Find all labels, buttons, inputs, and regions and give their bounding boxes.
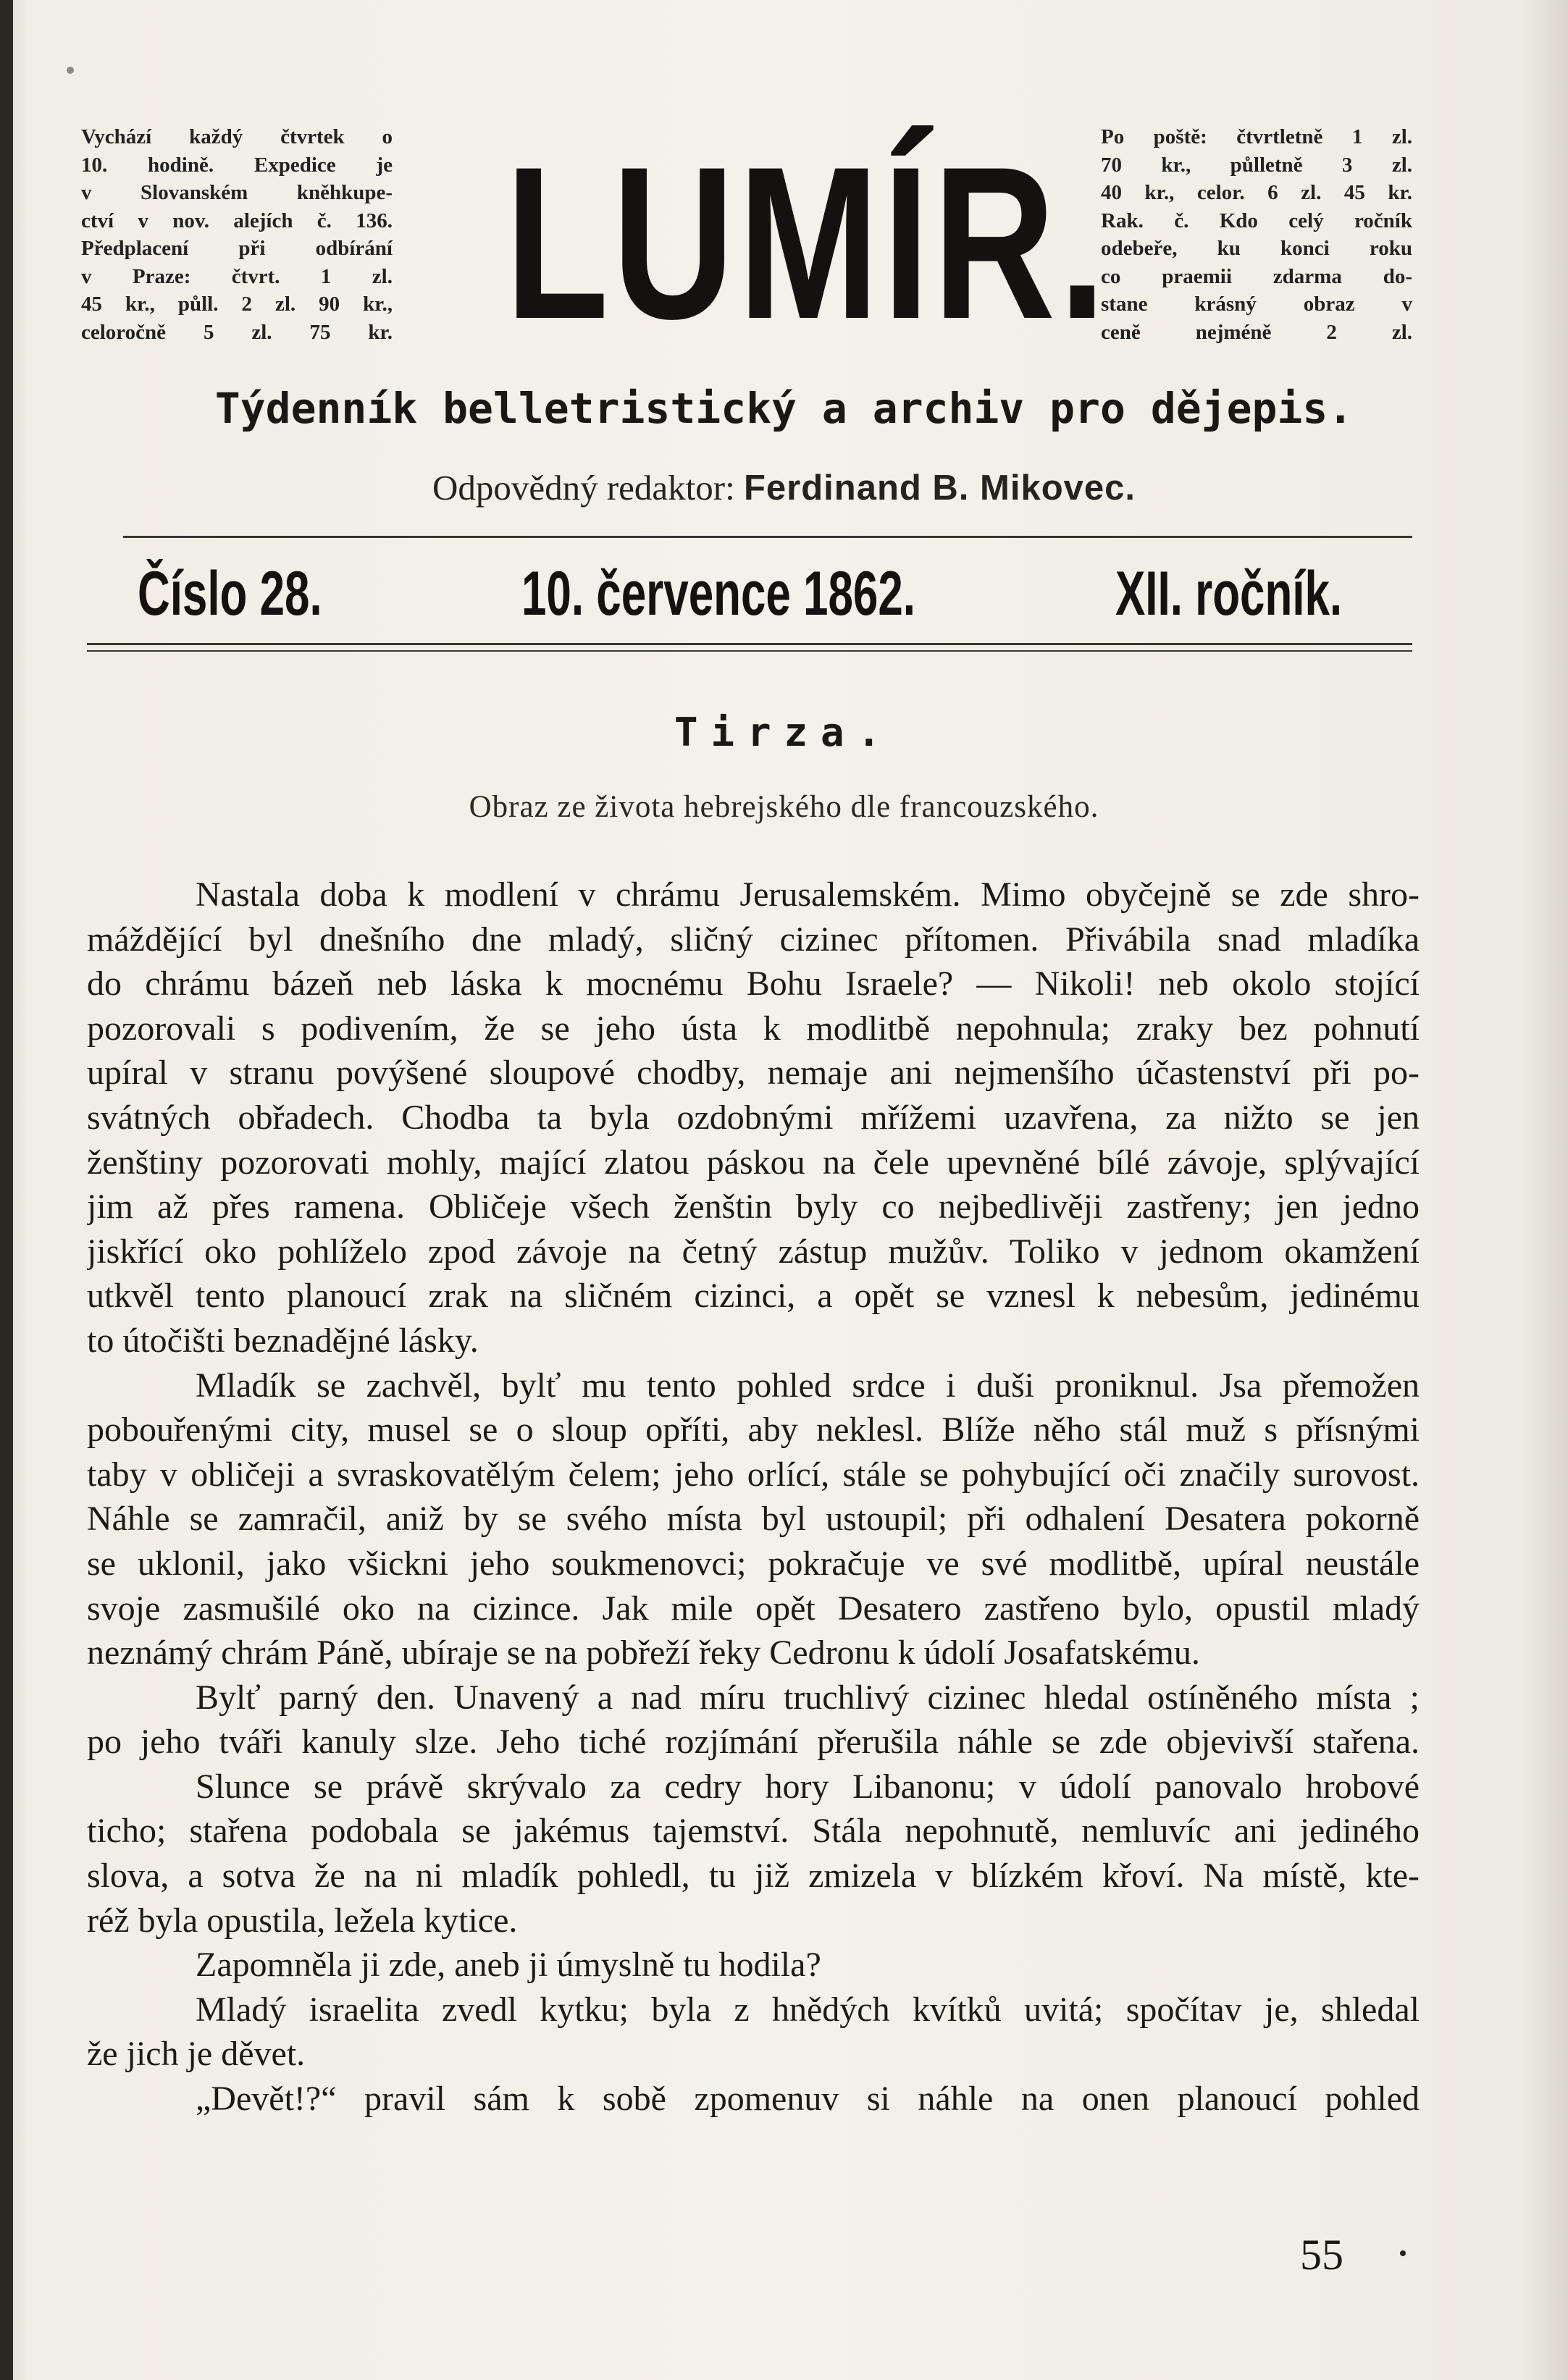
editor-line [0,467,1568,508]
info-line: v Slovanském kněhkupe- [81,181,393,204]
info-line: ceně nejméně 2 zl. [1101,320,1412,344]
info-line: v Praze: čtvrt. 1 zl. [81,264,393,288]
info-line: 45 kr., půll. 2 zl. 90 kr., [81,293,393,316]
text-line: taby v obličeji a svraskovatělým čelem; jeho orlící, stále se pohybující oči značily surovost. [87,1455,1420,1494]
info-line: 70 kr., půlletně 3 zl. [1101,153,1412,177]
info-line: odebeře, ku konci roku [1101,237,1412,260]
text-line: jim až přes ramena. Obličeje všech ženštin byly co nejbedlivěji zastřeny; jen jedno [87,1187,1420,1227]
text-line: upíral v stranu povýšené sloupové chodby, nemaje ani nejmenšího účastenství při po- [87,1054,1420,1093]
masthead-subtitle: Týdenník belletristický a archiv pro dějepis. [214,384,1354,433]
text-line: Slunce se právě skrývalo za cedry hory Libanonu; v údolí panovalo hrobové [196,1767,1420,1806]
info-line: Předplacení při odbírání [81,237,393,260]
editor-name: Ferdinand B. Mikovec. [743,468,1136,508]
info-line: Po poště: čtvrtletně 1 zl. [1101,125,1412,148]
info-line: celoročně 5 zl. 75 kr. [81,320,393,344]
info-line: co praemii zdarma do- [1101,264,1412,288]
issue-date: 10. července 1862. [521,559,915,628]
scan-speck [1400,2250,1406,2256]
text-line: máždějící byl dnešního dne mladý, sličný cizinec přítomen. Přivábila snad mladíka [87,920,1420,959]
text-line: utkvěl tento planoucí zrak na sličném cizinci, a opět se vznesl k nebesům, jedinému [87,1277,1420,1316]
text-line: ticho; stařena podobala se jakémus tajemství. Stála nepohnutě, nemluvíc ani jediného [87,1812,1420,1851]
info-line: Vychází každý čtvrtek o [81,125,393,148]
text-line: ženštiny pozorovati mohly, mající zlatou páskou na čele upevněné bílé závoje, splývající [87,1143,1420,1182]
article-title: Tirza. [674,710,894,755]
scan-edge [0,0,13,2380]
text-line: Mladý israelita zvedl kytku; byla z hnědých kvítků uvitá; spočítav je, shledal [196,1990,1420,2029]
info-line: ctví v nov. alejích č. 136. [81,209,393,232]
info-line: 10. hodině. Expedice je [81,153,393,177]
text-line: pobouřenými city, musel se o sloup opříti, aby neklesl. Blíže něho stál muž s přísnými [87,1410,1420,1450]
subscription-info-right [1101,123,1412,346]
text-line: pozorovali s podivením, že se jeho ústa k modlitbě nepohnula; zraky bez pohnutí [87,1009,1420,1048]
text-line: neznámý chrám Páně, ubíraje se na pobřeží řeky Cedronu k údolí Josafatskému. [87,1633,1200,1673]
text-line: svoje zasmušilé oko na cizince. Jak mile opět Desatero zastřeno bylo, opustil mladý [87,1589,1420,1628]
info-line: stane krásný obraz v [1101,293,1412,316]
text-line: po jeho tváři kanuly slze. Jeho tiché rozjímání přerušila náhle se zde objevivší stařena. [87,1723,1420,1762]
scan-speck [67,67,74,74]
article-body [87,872,1420,2122]
text-line: že jich je děvet. [87,2035,306,2074]
masthead [420,121,1110,366]
text-line: Náhle se zamračil, aniž by se svého místa byl ustoupil; při odhalení Desatera pokorně [87,1500,1420,1539]
text-line: Bylť parný den. Unavený a nad míru truchlivý cizinec hledal ostíněného místa ; [196,1678,1420,1717]
text-line: jiskřící oko pohlíželo zpod závoje na četný zástup mužův. Toliko v jednom okamžení [87,1232,1420,1271]
text-line: do chrámu bázeň neb láska k mocnému Bohu Israele? — Nikoli! neb okolo stojící [87,964,1420,1004]
text-line: „Devět!?“ pravil sám k sobě zpomenuv si náhle na onen planoucí pohled [196,2080,1420,2119]
text-line: Nastala doba k modlení v chrámu Jerusalemském. Mimo obyčejně se zde shro- [196,875,1420,914]
page-number: 55 [1300,2231,1343,2279]
info-line: 40 kr., celor. 6 zl. 45 kr. [1101,181,1412,204]
masthead-title: LUMÍR. [505,121,1110,364]
header-rule-top [123,536,1412,538]
issue-number: Číslo 28. [138,559,322,628]
text-line: slova, a sotva že na ni mladík pohledl, tu již zmizela v blízkém křoví. Na místě, kte- [87,1857,1420,1896]
article-subtitle: Obraz ze života hebrejského dle francouzského. [469,790,1099,824]
text-line: se uklonil, jako všickni jeho soukmenovci; pokračuje ve své modlitbě, upíral neustále [87,1544,1420,1583]
text-line: Mladík se zachvěl, bylť mu tento pohled srdce i duši proniknul. Jsa přemožen [196,1366,1420,1405]
header-rule-bottom [87,643,1412,645]
header-rule-bottom-thin [87,650,1412,652]
info-line: Rak. č. Kdo celý ročník [1101,209,1412,232]
editor-label: Odpovědný redaktor: [432,468,735,508]
text-line: réž byla opustila, ležela kytice. [87,1901,518,1940]
subscription-info-left [81,123,393,346]
issue-volume: XII. ročník. [1115,559,1343,628]
text-line: Zapomněla ji zde, aneb ji úmyslně tu hodila? [196,1946,821,1985]
text-line: svátných obřadech. Chodba ta byla ozdobnými mřížemi uzavřena, za nižto se jen [87,1098,1420,1137]
text-line: to útočišti beznadějné lásky. [87,1321,479,1360]
